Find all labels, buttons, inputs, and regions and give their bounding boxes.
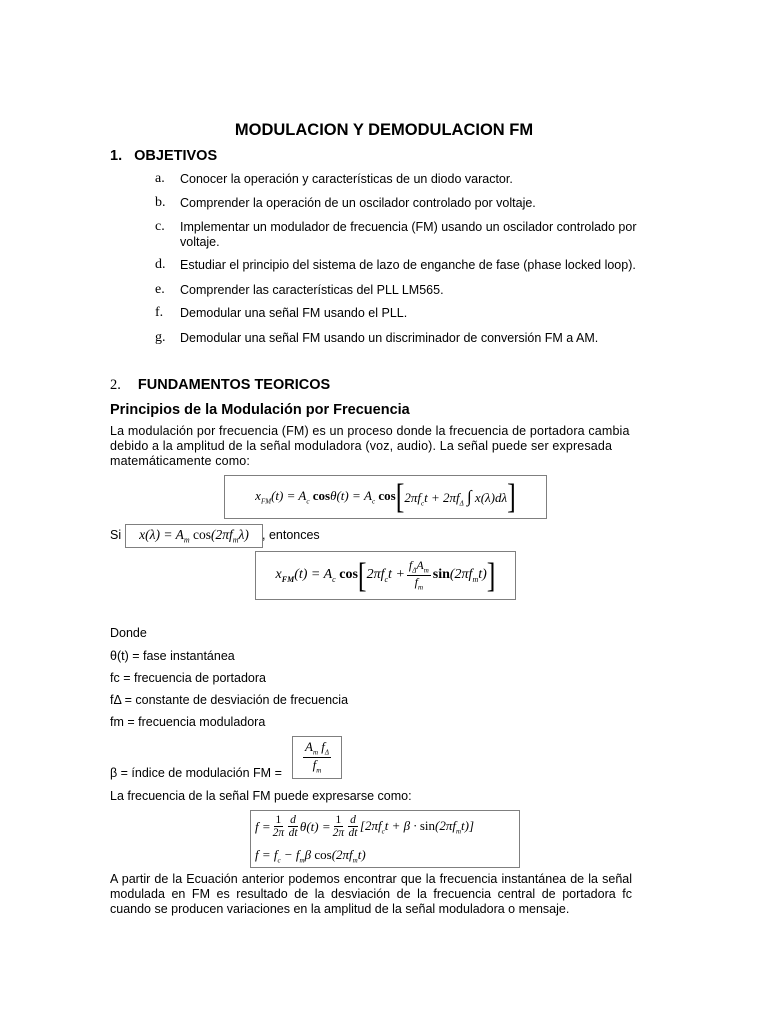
- objective-letter: e.: [155, 282, 165, 297]
- equation-instantaneous-frequency: f = $\frac{1}{2\pi}$ $\frac{d}{dt}$ θ(t) = $\frac{1}{2\pi}$ $\frac{d}{dt}$ $[2\pi f_ct + \beta \cdot \sin(2\pi f_mt)]$ $f = f_c - f_m\beta$ $\cos(2\pi f_mt)$: [250, 810, 520, 868]
- objective-text: Demodular una señal FM usando un discriminador de conversión FM a AM.: [180, 331, 599, 345]
- frequency-intro: La frecuencia de la señal FM puede expresarse como:: [110, 789, 412, 803]
- equation-fm-integral: $x_{FM}(t) = A_c$ $\cos\theta(t) = A_c$ cos [ $2\pi f_ct + 2\pi f_\Delta$ ∫ x(λ)dλ ]: [224, 475, 547, 519]
- definition-theta: θ(t) = fase instantánea: [110, 649, 235, 663]
- si-label: Si: [110, 528, 122, 542]
- objective-text: Estudiar el principio del sistema de lazo de enganche de fase (phase locked loop).: [180, 258, 636, 272]
- objective-letter: b.: [155, 195, 166, 210]
- donde-label: Donde: [110, 626, 147, 640]
- final-paragraph: A partir de la Ecuación anterior podemos encontrar que la frecuencia instantánea de la señal modulada en FM es resultado de la desviación de la frecuencia central de portadora fc cuando se producen variaciones en la amplitud de la señal moduladora o mensaje.: [110, 872, 632, 916]
- definition-fm: fm = frecuencia moduladora: [110, 715, 266, 729]
- objective-letter: c.: [155, 219, 165, 234]
- equation-message-signal: $x(\lambda) = A_m$ $\cos(2\pi f_m\lambda)$: [125, 524, 263, 548]
- objective-letter: f.: [155, 305, 164, 320]
- objective-text: Demodular una señal FM usando el PLL.: [180, 306, 408, 320]
- objective-text: Conocer la operación y características de un diodo varactor.: [180, 172, 513, 186]
- definition-fc: fc = frecuencia de portadora: [110, 671, 266, 685]
- definition-fdelta: fΔ = constante de desviación de frecuencia: [110, 693, 349, 707]
- section-2-heading: [110, 377, 330, 394]
- objective-letter: d.: [155, 257, 166, 272]
- document-title: MODULACION Y DEMODULACION FM: [234, 121, 534, 139]
- objective-letter: a.: [155, 171, 165, 186]
- objective-text: Implementar un modulador de frecuencia (FM) usando un oscilador controlado por voltaje.: [180, 220, 637, 249]
- equation-fm-sine: $x_{FM}(t) = A_c$ cos [ $2\pi f_ct$ + $\frac{f_\Delta A_m}{f_m}$ $\sin(2\pi f_mt)$ ]: [255, 551, 516, 600]
- objective-text: Comprender la operación de un oscilador controlado por voltaje.: [180, 196, 536, 210]
- entonces-label: , entonces: [262, 528, 320, 542]
- objective-text: Comprender las características del PLL LM565.: [180, 283, 444, 297]
- section-2-title: FUNDAMENTOS TEORICOS: [137, 377, 331, 393]
- section-1-title: OBJETIVOS: [134, 148, 218, 164]
- equation-beta: $\frac{A_m f_\Delta}{f_m}$: [292, 736, 342, 779]
- objective-letter: g.: [155, 330, 166, 345]
- intro-paragraph: La modulación por frecuencia (FM) es un proceso donde la frecuencia de portadora cambia debido a la amplitud de la señal moduladora (voz, audio). La señal puede ser expresada matemáticamente como:: [110, 424, 630, 468]
- section-1-number: 1.: [110, 148, 123, 164]
- beta-label: β = índice de modulación FM =: [110, 766, 282, 780]
- section-2-number: 2.: [110, 377, 121, 393]
- subheading: Principios de la Modulación por Frecuencia: [110, 402, 410, 418]
- section-1-heading: [110, 148, 217, 164]
